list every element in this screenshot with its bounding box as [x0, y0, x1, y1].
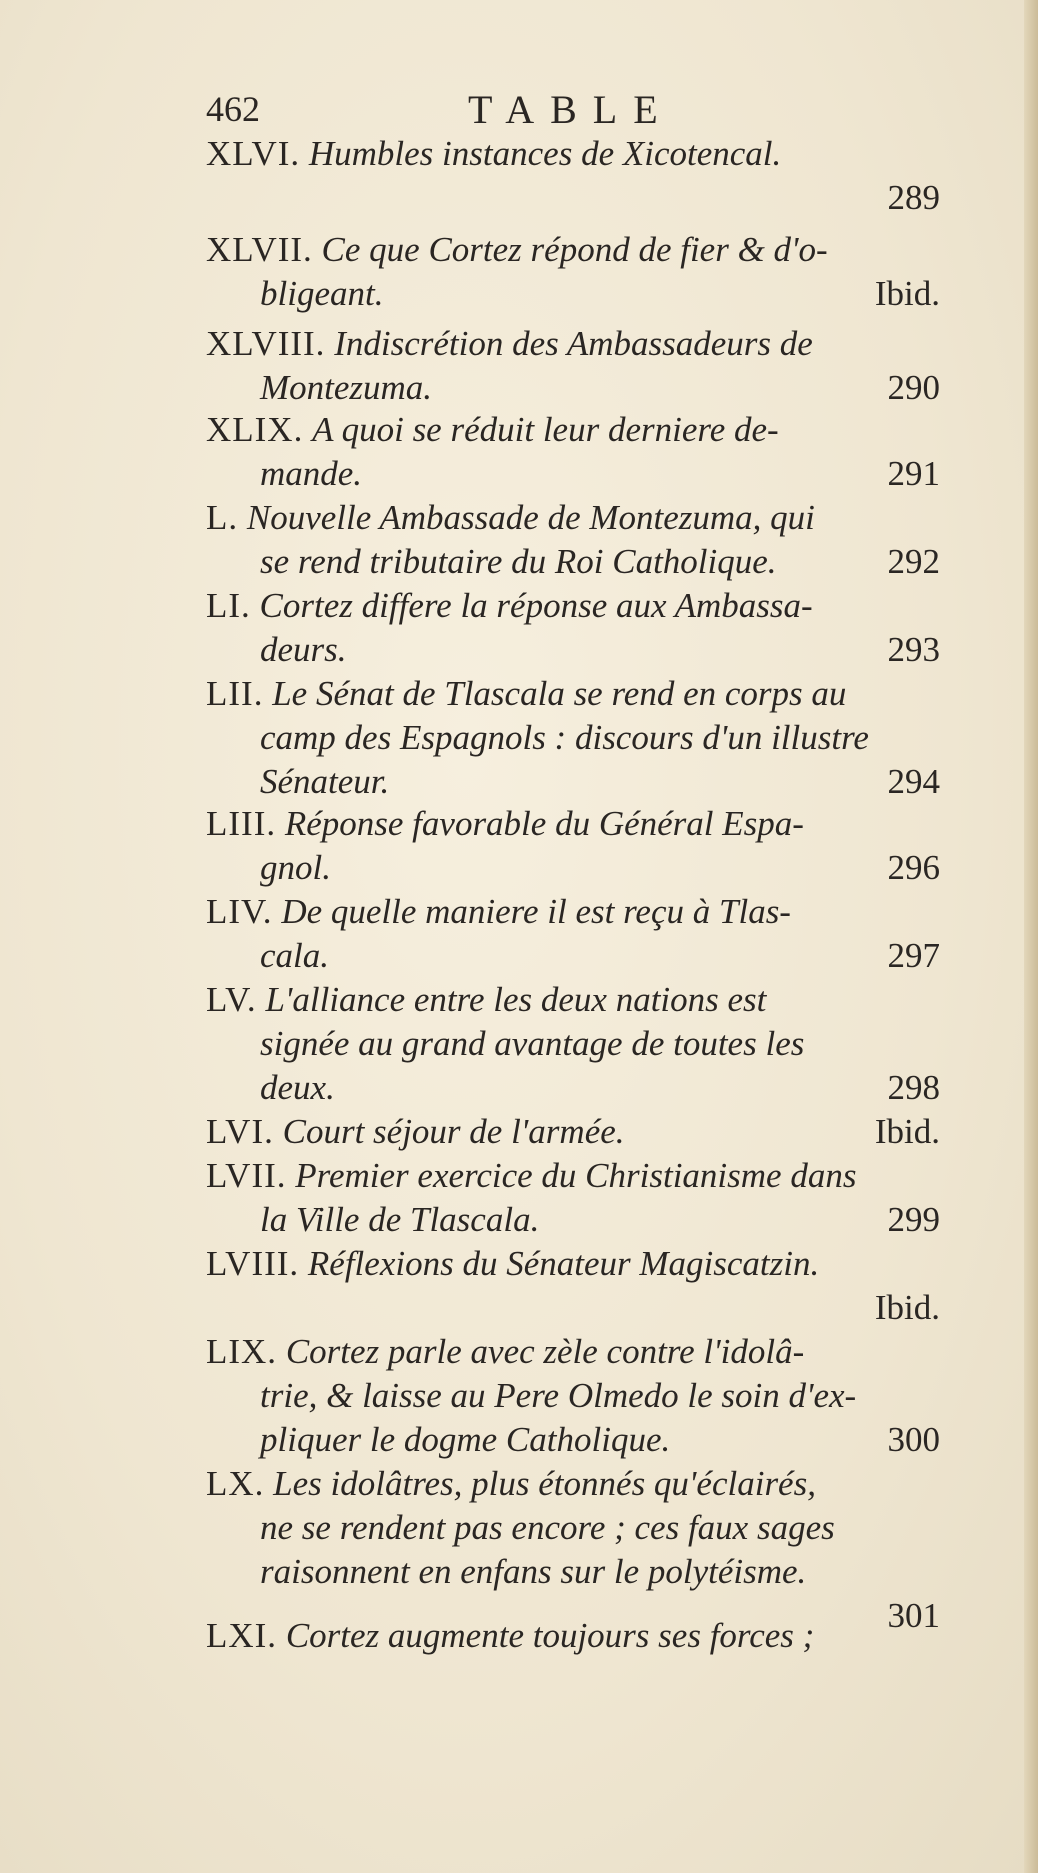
running-title: TABLE	[468, 87, 674, 132]
entry-numeral: LII.	[206, 674, 264, 713]
toc-entry	[206, 802, 940, 890]
entry-title-line: ne se rendent pas encore ; ces faux sages	[260, 1508, 835, 1547]
entry-title-line: gnol.	[260, 848, 331, 887]
entry-page: 298	[887, 1068, 940, 1107]
entry-title-line: camp des Espagnols : discours d'un illustre	[260, 718, 869, 757]
entry-title-line: Ce que Cortez répond de fier & d'o-	[321, 230, 828, 269]
toc-entry	[206, 1110, 940, 1154]
toc-entry	[206, 496, 940, 584]
entry-page: Ibid.	[874, 1112, 940, 1151]
entry-title-line: Les idolâtres, plus étonnés qu'éclairés,	[273, 1464, 816, 1503]
entry-page: 293	[887, 630, 940, 669]
entry-numeral: LVI.	[206, 1112, 274, 1151]
toc-entry	[206, 1614, 940, 1658]
entry-title-line: Réflexions du Sénateur Magiscatzin.	[307, 1244, 820, 1283]
entry-numeral: XLIX.	[206, 410, 304, 449]
entry-title-line: Premier exercice du Christianisme dans	[295, 1156, 857, 1195]
toc-entry	[206, 1330, 940, 1462]
toc-entry	[206, 1154, 940, 1242]
entry-title-line: cala.	[260, 936, 330, 975]
entry-title-line: Cortez parle avec zèle contre l'idolâ-	[285, 1332, 805, 1371]
entry-numeral: LIX.	[206, 1332, 278, 1371]
entry-numeral: LVIII.	[206, 1244, 300, 1283]
entry-title-line: Réponse favorable du Général Espa-	[284, 804, 804, 843]
entry-title-line: Sénateur.	[260, 762, 390, 801]
entry-numeral: LIII.	[206, 804, 277, 843]
entry-title-line: Le Sénat de Tlascala se rend en corps au	[272, 674, 847, 713]
entry-numeral: LI.	[206, 586, 251, 625]
entry-page: 289	[887, 178, 940, 217]
entry-numeral: LXI.	[206, 1616, 278, 1655]
entry-title-line: raisonnent en enfans sur le polytéisme.	[260, 1552, 807, 1591]
entry-page: 290	[887, 368, 940, 407]
entry-title-line: signée au grand avantage de toutes les	[260, 1024, 805, 1063]
toc-entry	[206, 978, 940, 1110]
entry-title-line: Court séjour de l'armée.	[282, 1112, 625, 1151]
entry-title-line: Indiscrétion des Ambassadeurs de	[334, 324, 813, 363]
entry-numeral: LVII.	[206, 1156, 287, 1195]
entry-page: 300	[887, 1420, 940, 1459]
entry-title-line: trie, & laisse au Pere Olmedo le soin d'ex-	[260, 1376, 857, 1415]
entry-title-line: A quoi se réduit leur derniere de-	[312, 410, 779, 449]
toc-entry	[206, 132, 940, 220]
entry-numeral: LV.	[206, 980, 257, 1019]
entry-title-line: deux.	[260, 1068, 335, 1107]
entry-title-line: pliquer le dogme Catholique.	[260, 1420, 671, 1459]
entry-title-line: De quelle maniere il est reçu à Tlas-	[281, 892, 791, 931]
toc-entry	[206, 322, 940, 410]
entry-numeral: L.	[206, 498, 239, 537]
entry-title-line: mande.	[260, 454, 363, 493]
toc-entry	[206, 408, 940, 496]
entry-page: 291	[887, 454, 940, 493]
entry-title-line: Cortez augmente toujours ses forces ;	[285, 1616, 815, 1655]
toc-entry	[206, 1242, 940, 1330]
entry-title-line: Cortez differe la réponse aux Ambassa-	[259, 586, 813, 625]
entry-title-line: se rend tributaire du Roi Catholique.	[260, 542, 777, 581]
entry-page: 294	[887, 762, 940, 801]
page-header	[206, 88, 940, 132]
entry-numeral: XLVIII.	[206, 324, 326, 363]
entry-page: 292	[887, 542, 940, 581]
entry-page: Ibid.	[874, 274, 940, 313]
toc-entry	[206, 228, 940, 316]
entry-page: 296	[887, 848, 940, 887]
toc-entry	[206, 1462, 940, 1638]
entry-page: 299	[887, 1200, 940, 1239]
entry-page: Ibid.	[874, 1288, 940, 1327]
toc-entry	[206, 890, 940, 978]
entry-page: 297	[887, 936, 940, 975]
page-edge	[1024, 0, 1038, 1873]
entry-numeral: XLVI.	[206, 134, 301, 173]
toc-entry	[206, 672, 940, 804]
entry-numeral: LIV.	[206, 892, 273, 931]
entry-title-line: Humbles instances de Xicotencal.	[308, 134, 782, 173]
entry-title-line: L'alliance entre les deux nations est	[265, 980, 767, 1019]
toc-entry	[206, 584, 940, 672]
entry-page: 301	[887, 1596, 940, 1635]
page-number: 462	[206, 89, 260, 129]
entry-title-line: bligeant.	[260, 274, 384, 313]
entry-title-line: Nouvelle Ambassade de Montezuma, qui	[246, 498, 815, 537]
entry-numeral: XLVII.	[206, 230, 313, 269]
entry-numeral: LX.	[206, 1464, 265, 1503]
entry-title-line: la Ville de Tlascala.	[260, 1200, 540, 1239]
entry-title-line: Montezuma.	[260, 368, 433, 407]
entry-title-line: deurs.	[260, 630, 347, 669]
